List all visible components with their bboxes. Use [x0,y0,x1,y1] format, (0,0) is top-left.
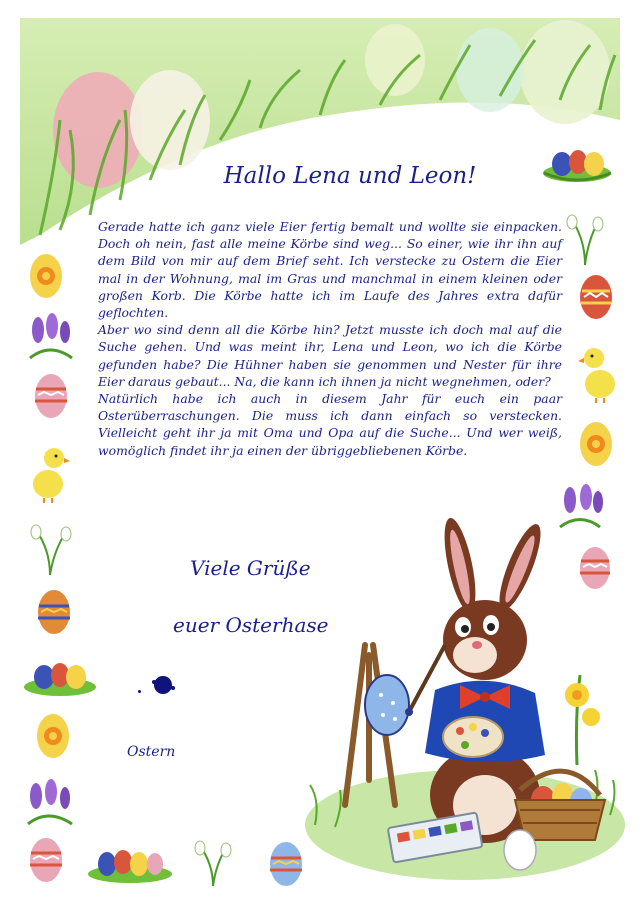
paragraph-2: Aber wo sind denn all die Körbe hin? Jetzt musste ich doch mal auf die Suche gehen. Und was meint ihr, Lena und Leon, wo ich die Körbe gefunden habe? Die Hühner haben sie genommen und Nester für ihre Eier daraus gebaut... Na, die kann ich ihnen ja nicht wegnehmen, oder? [98,322,562,389]
easter-egg-icon [578,273,614,321]
letter-greeting: Hallo Lena und Leon! [223,163,477,189]
egg-nest-icon [540,143,615,185]
place-text: Ostern [127,744,176,760]
chick-icon [30,440,70,504]
meadow-header [0,0,640,250]
easter-egg-icon [35,712,71,760]
closing-signature: euer Osterhase [173,613,329,637]
easter-egg-icon [28,836,64,884]
ink-blot [148,672,178,698]
easter-egg-icon [33,372,69,420]
snowdrop-icon [188,836,238,886]
easter-bunny-painter [295,505,625,900]
chick-icon [578,340,618,404]
letter-body [98,218,562,459]
easter-egg-icon [28,252,64,300]
crocus-flower-icon [18,778,80,828]
egg-nest-icon [20,655,100,699]
crocus-flower-icon [20,310,80,362]
paragraph-1: Gerade hatte ich ganz viele Eier fertig bemalt und wollte sie einpacken. Doch oh nein, fast alle meine Körbe sind weg... So einer, wie ihr ihn auf dem Bild von mir auf dem Brief seht. Ich verstecke zu Ostern die Eier mal in der Wohnung, mal im Gras und manchmal in einem kleinen oder großen Korb. Die Körbe hatte ich im Laufe des Jahres extra dafür geflochten. [98,219,562,321]
ink-dot [138,690,141,693]
snowdrop-icon [22,520,77,575]
easter-egg-icon [36,588,72,636]
paragraph-3: Natürlich habe ich auch in diesem Jahr für euch ein paar Osterüberraschungen. Die muss ich dann einfach so verstecken. Vielleicht geht ihr ja mit Oma und Opa auf die Suche... Und wer weiß, womöglich findet ihr ja einen der übriggebliebenen Körbe. [98,391,562,458]
easter-egg-icon [578,420,614,468]
closing-greeting: Viele Grüße [190,556,311,580]
egg-nest-icon [85,842,175,886]
snowdrop-icon [560,210,610,265]
